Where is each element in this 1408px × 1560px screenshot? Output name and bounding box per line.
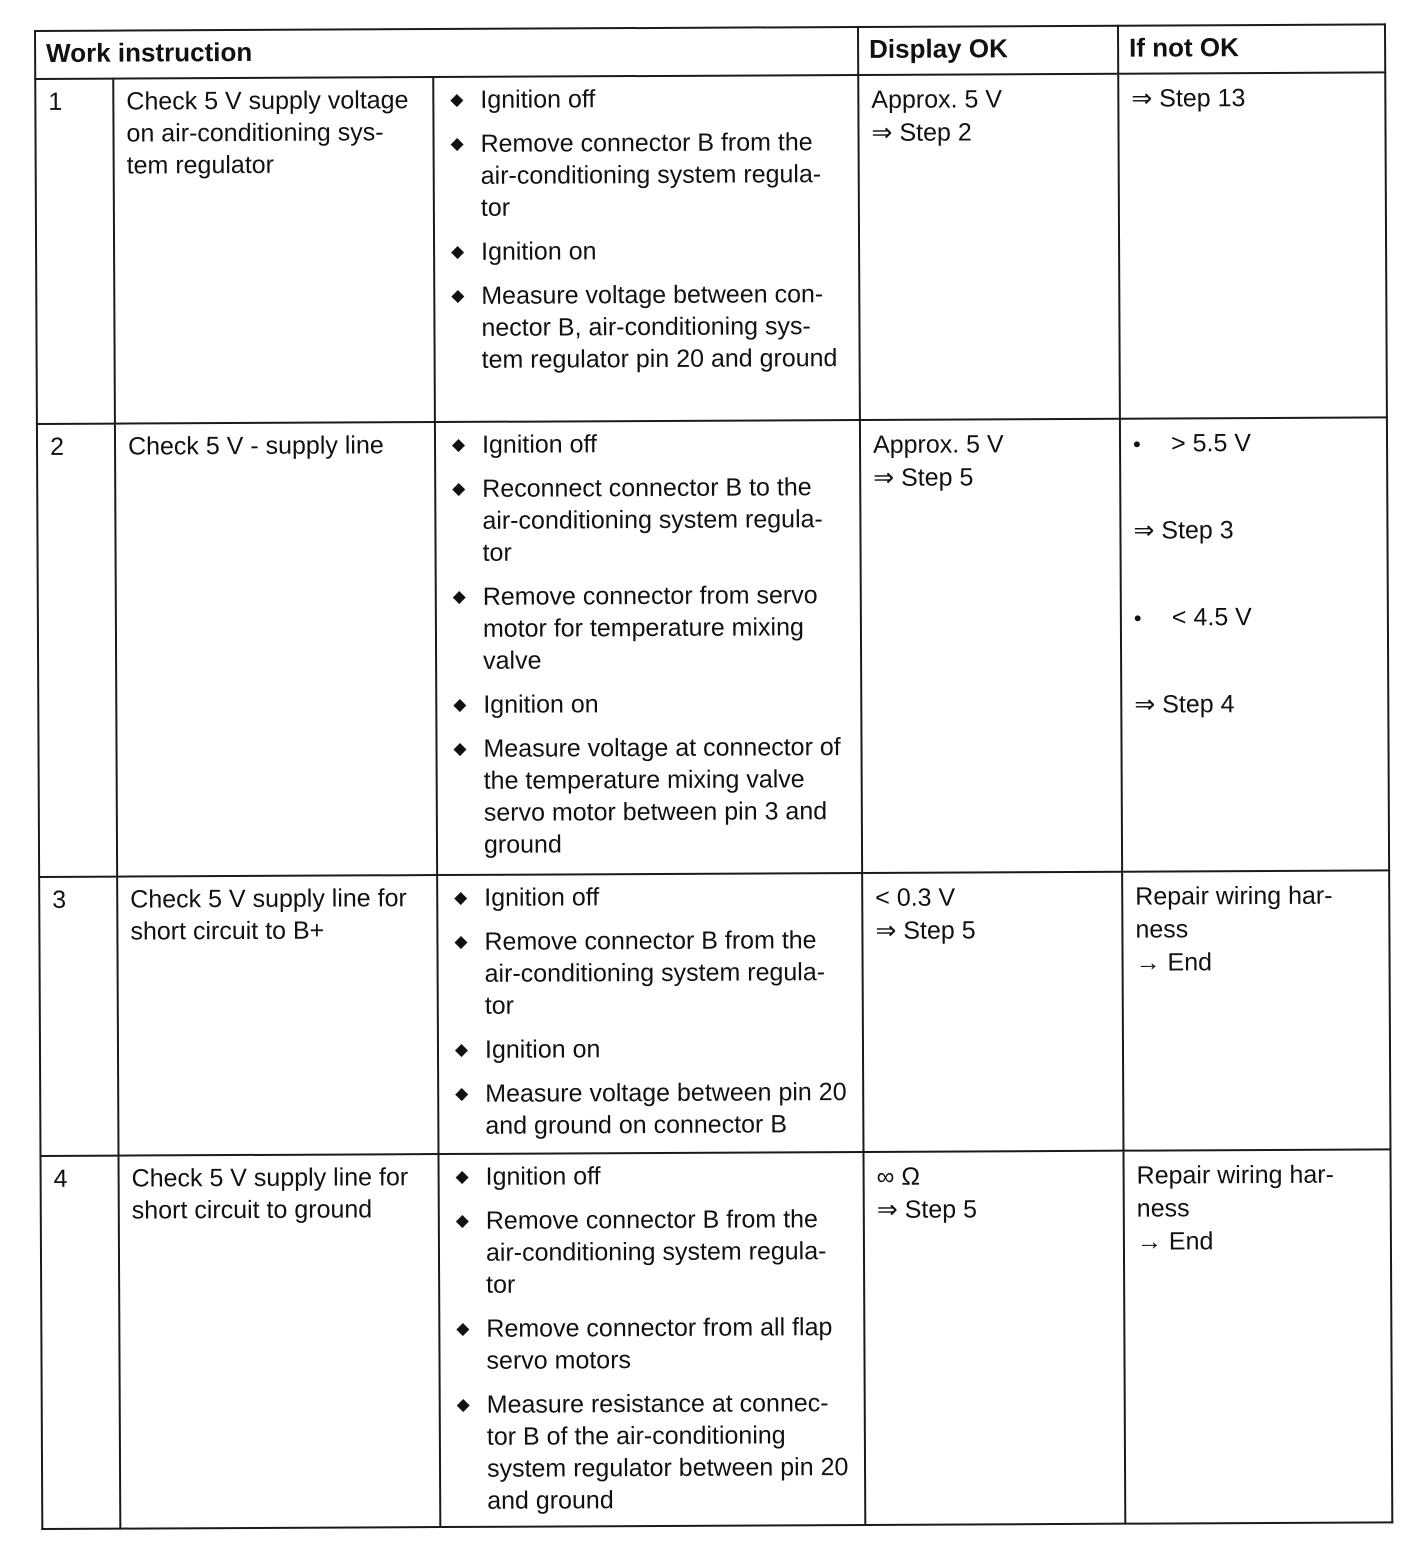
table-row xyxy=(39,870,1390,1156)
if-not-ok-next: ⇒ Step 13 xyxy=(1131,84,1246,113)
action-item: ◆ Ignition on xyxy=(445,234,848,268)
diamond-bullet-icon: ◆ xyxy=(453,694,467,714)
diamond-bullet-icon: ◆ xyxy=(450,89,464,109)
display-ok-cell xyxy=(858,74,1120,420)
diamond-bullet-icon: ◆ xyxy=(452,478,466,498)
step-title: Check 5 V supply line for short circuit to B+ xyxy=(117,875,438,1156)
action-item: ◆ Measure resistance at connec-tor B of the air-conditioning system regulator between pin 20 and ground xyxy=(451,1387,855,1517)
dot-bullet-icon: • xyxy=(1133,605,1142,631)
if-not-ok-next: → End xyxy=(1136,1227,1214,1256)
action-item: ◆ Ignition off xyxy=(450,1159,853,1193)
display-ok-value: ∞ Ω xyxy=(876,1162,921,1191)
action-item: ◆ Measure voltage between pin 20 and ground on connector B xyxy=(449,1076,852,1142)
header-work-instruction: Work instruction xyxy=(35,27,858,79)
header-display-ok: Display OK xyxy=(858,26,1118,75)
display-ok-cell xyxy=(862,872,1123,1152)
display-ok-value: Approx. 5 V xyxy=(872,430,1004,459)
dot-bullet-icon: • xyxy=(1132,431,1141,457)
action-item: ◆ Measure voltage at connector of the temperature mixing valve servo motor between pin 3 and ground xyxy=(447,731,851,861)
step-actions xyxy=(437,873,863,1154)
if-not-ok-cell xyxy=(1118,72,1387,418)
diamond-bullet-icon: ◆ xyxy=(456,1318,470,1338)
action-item: ◆ Reconnect connector B to the air-conditioning system regula-tor xyxy=(446,471,849,569)
display-ok-next: ⇒ Step 2 xyxy=(871,118,972,147)
step-actions xyxy=(433,75,860,422)
diamond-bullet-icon: ◆ xyxy=(451,285,465,305)
condition-item xyxy=(1134,600,1377,634)
action-item: ◆ Measure voltage between con-nector B, air-conditioning sys-tem regulator pin 20 and ground xyxy=(445,278,848,376)
condition-result: ⇒ Step 4 xyxy=(1134,690,1235,719)
action-item: ◆ Ignition off xyxy=(444,82,847,116)
diamond-bullet-icon: ◆ xyxy=(451,434,466,454)
action-item: ◆ Remove connector B from the air-conditioning system regula-tor xyxy=(448,924,851,1022)
action-item: ◆ Ignition off xyxy=(446,427,849,461)
if-not-ok-next: → End xyxy=(1135,948,1213,977)
step-number: 1 xyxy=(35,79,115,424)
step-number: 4 xyxy=(41,1156,121,1529)
header-if-not-ok: If not OK xyxy=(1118,24,1385,73)
diamond-bullet-icon: ◆ xyxy=(455,1083,469,1103)
action-item: ◆ Ignition on xyxy=(447,687,850,721)
action-item: ◆ Remove connector B from the air-conditioning system regula-tor xyxy=(450,1203,853,1301)
diamond-bullet-icon: ◆ xyxy=(455,1210,469,1230)
diamond-bullet-icon: ◆ xyxy=(451,241,465,261)
table-row xyxy=(35,72,1387,424)
if-not-ok-action: Repair wiring har-ness xyxy=(1136,1160,1334,1223)
work-instruction-sheet xyxy=(34,23,1391,1530)
step-actions xyxy=(438,1152,865,1527)
condition-item xyxy=(1133,426,1376,460)
step-title: Check 5 V supply voltage on air-conditioning sys-tem regulator xyxy=(113,77,435,424)
table-row xyxy=(37,417,1389,877)
if-not-ok-cell xyxy=(1123,1149,1392,1523)
step-number: 3 xyxy=(39,877,118,1156)
diamond-bullet-icon: ◆ xyxy=(453,738,467,758)
action-item: ◆ Ignition on xyxy=(449,1032,852,1066)
display-ok-next: ⇒ Step 5 xyxy=(876,1195,978,1224)
condition-value: > 5.5 V xyxy=(1170,429,1252,458)
work-instruction-table xyxy=(34,23,1393,1530)
action-item: ◆ Remove connector from all flap servo motors xyxy=(450,1311,853,1377)
action-item: ◆ Remove connector from servo motor for temperature mixing valve xyxy=(447,579,850,677)
diamond-bullet-icon: ◆ xyxy=(450,133,464,153)
condition-value: < 4.5 V xyxy=(1171,603,1252,632)
display-ok-cell xyxy=(863,1151,1125,1525)
display-ok-value: < 0.3 V xyxy=(875,883,956,912)
diamond-bullet-icon: ◆ xyxy=(454,1039,469,1059)
display-ok-next: ⇒ Step 5 xyxy=(875,916,976,945)
display-ok-value: Approx. 5 V xyxy=(871,85,1003,114)
step-title: Check 5 V supply line for short circuit to ground xyxy=(119,1154,441,1529)
diamond-bullet-icon: ◆ xyxy=(454,931,468,951)
condition-result: ⇒ Step 3 xyxy=(1133,516,1234,545)
if-not-ok-cell xyxy=(1120,417,1389,871)
step-title: Check 5 V - supply line xyxy=(115,422,437,877)
step-actions xyxy=(435,420,862,875)
table-row xyxy=(41,1149,1393,1529)
if-not-ok-action: Repair wiring har-ness xyxy=(1135,881,1333,944)
diamond-bullet-icon: ◆ xyxy=(454,887,468,907)
diamond-bullet-icon: ◆ xyxy=(456,1394,470,1414)
step-number: 2 xyxy=(37,424,117,877)
if-not-ok-cell xyxy=(1122,870,1390,1150)
diamond-bullet-icon: ◆ xyxy=(455,1166,469,1186)
display-ok-next: ⇒ Step 5 xyxy=(873,463,974,492)
action-item: ◆ Ignition off xyxy=(448,880,851,914)
action-item: ◆ Remove connector B from the air-conditioning system regula-tor xyxy=(444,126,847,224)
display-ok-cell xyxy=(860,419,1122,873)
table-header-row xyxy=(35,24,1385,79)
diamond-bullet-icon: ◆ xyxy=(452,586,466,606)
